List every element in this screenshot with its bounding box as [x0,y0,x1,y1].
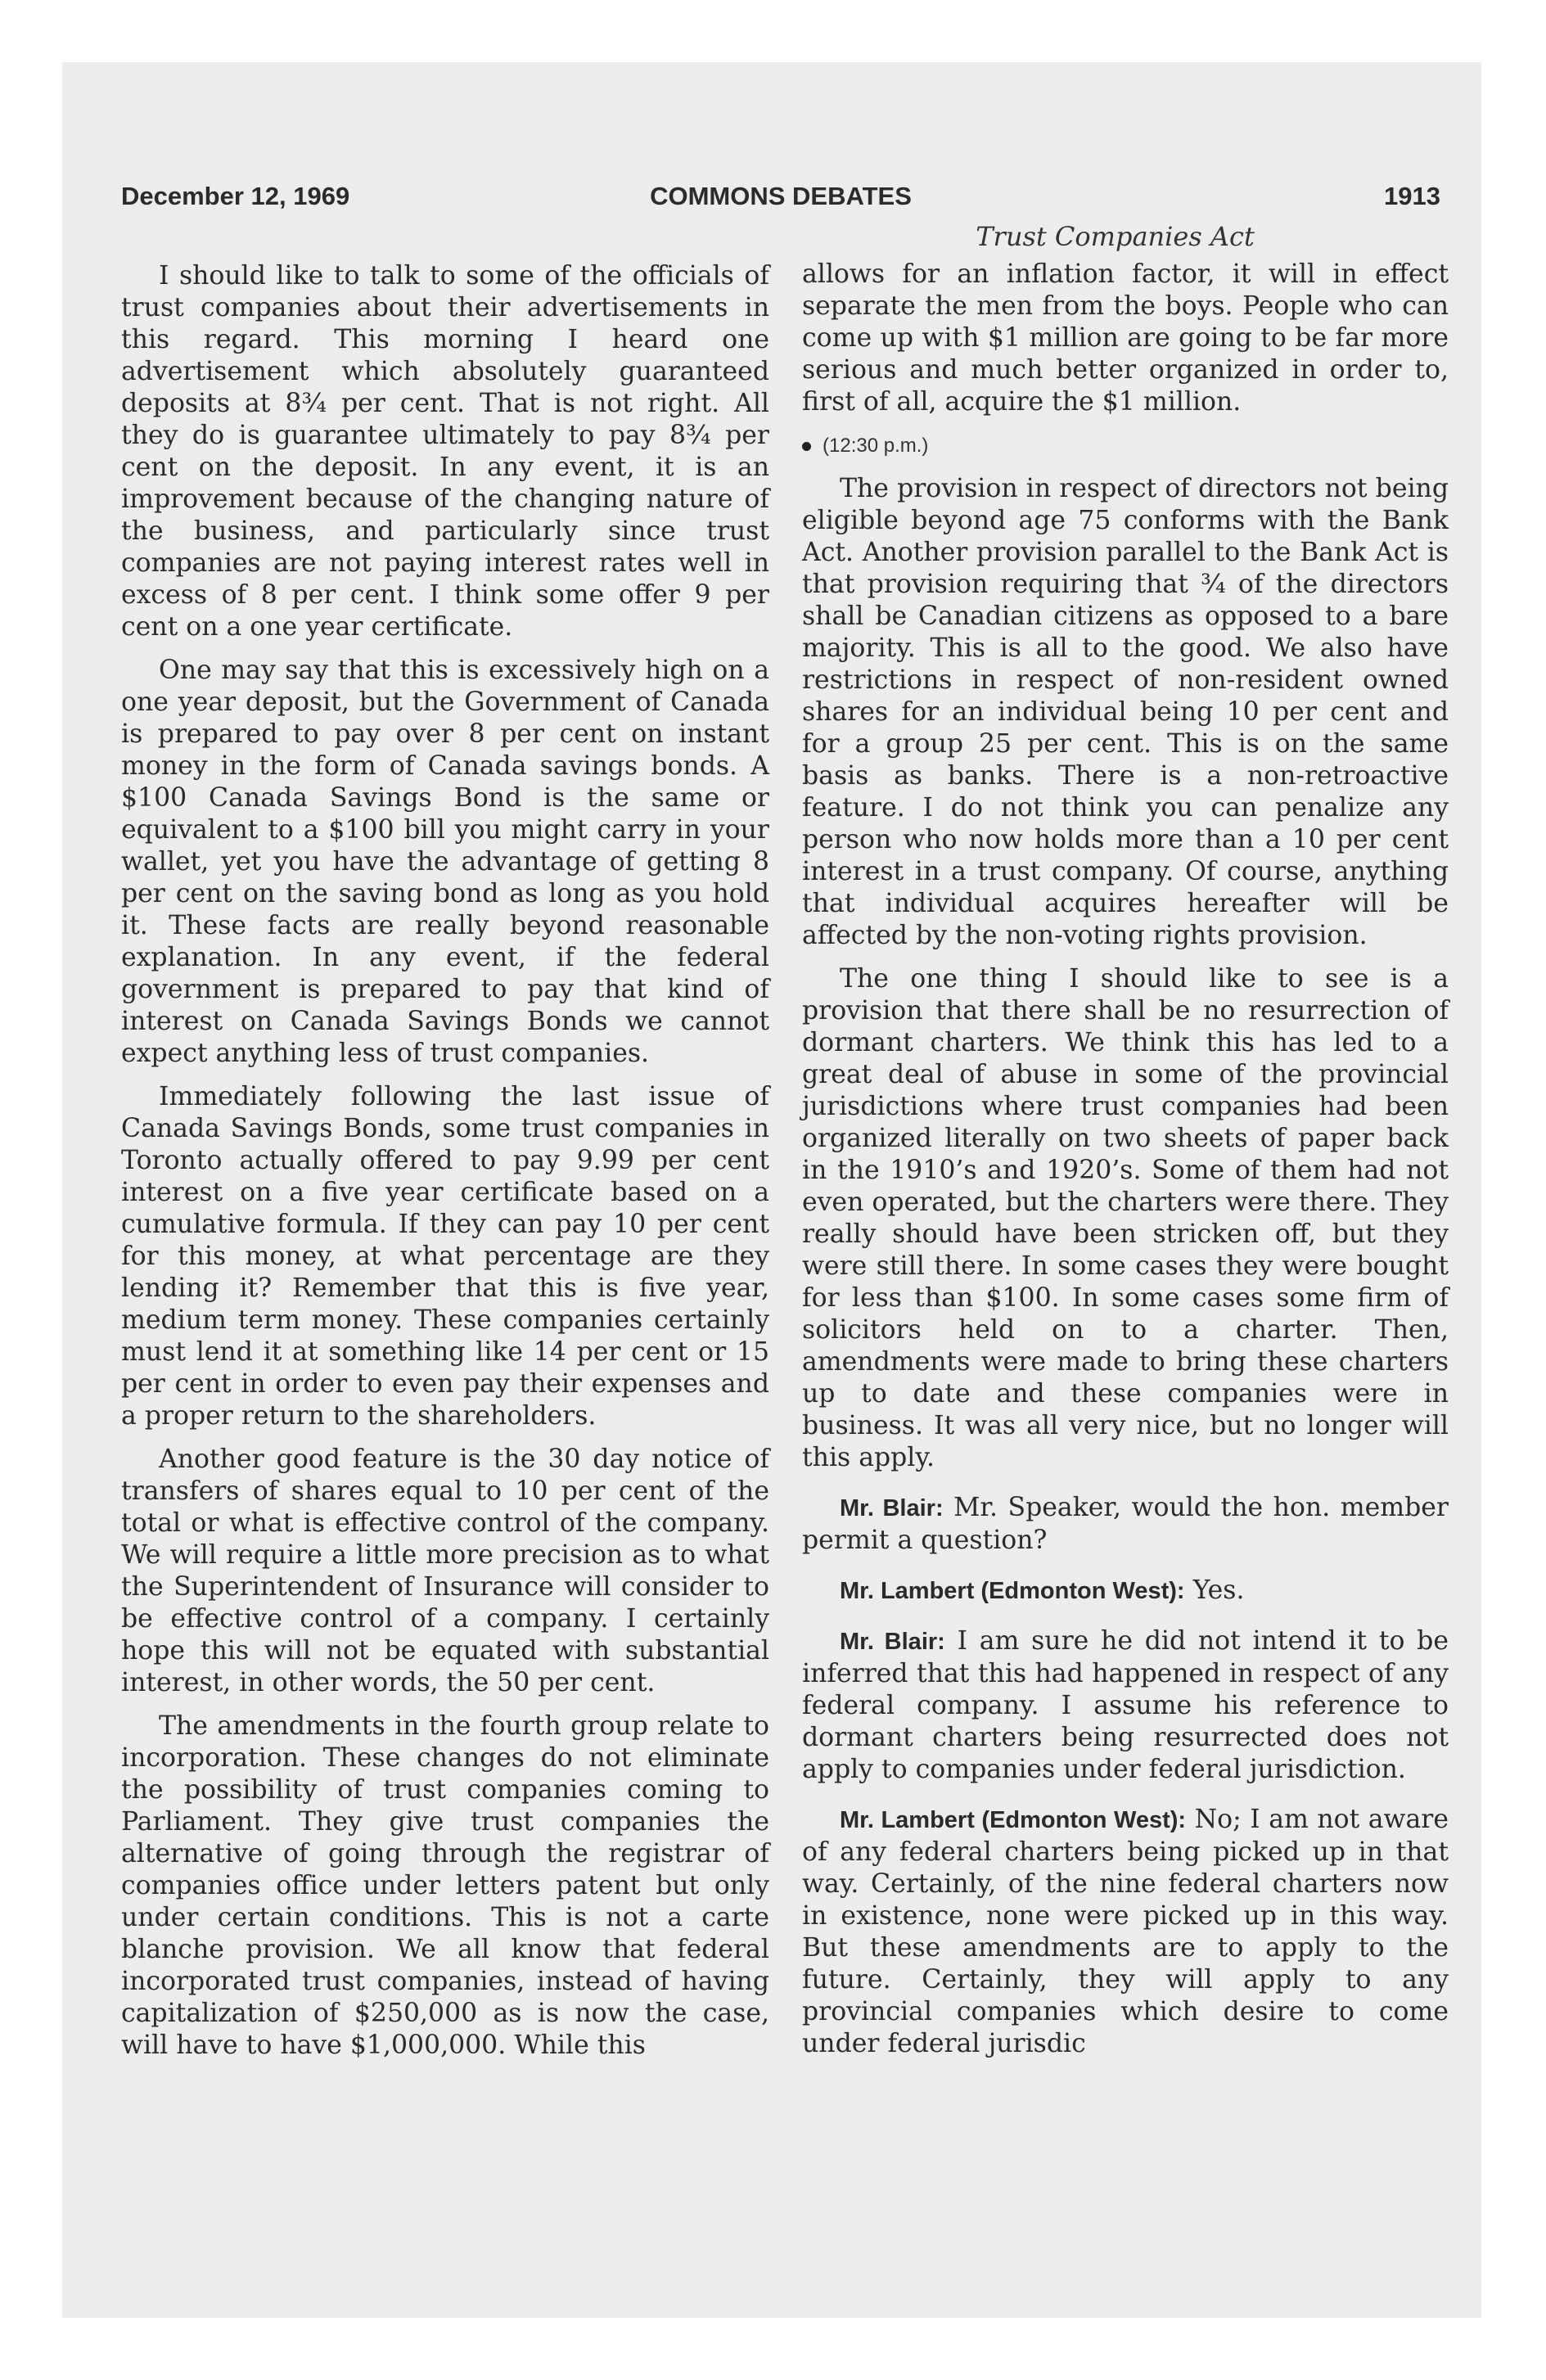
bullet-icon [802,442,811,451]
speech-text: Yes. [1184,1575,1245,1605]
speech [802,1575,1449,1607]
speech [802,1804,1449,2060]
speech-text: Mr. Speaker, would the hon. member permit a question? [802,1493,1449,1555]
paragraph: One may say that this is excessively high on a one year deposit, but the Government of Canada is prepared to pay over 8 per cent on instant money in the form of Canada savings bonds. A $100 Canada Savings Bond is the same or equivalent to a $100 bill you might carry in your wallet, yet you have the advantage of getting 8 per cent on the saving bond as long as you hold it. These facts are really beyond reasonable explanation. In any event, if the federal government is prepared to pay that kind of interest on Canada Savings Bonds we cannot expect anything less of trust companies. [121,656,769,1068]
speech-text: I am sure he did not intend it to be inferred that this had happened in respect of any federal company. I assume his reference to dormant charters being resurrected does not apply to companies under federal jurisdiction. [802,1626,1449,1784]
paragraph: I should like to talk to some of the officials of trust companies about their advertisements in this regard. This morning I heard one advertisement which absolutely guaranteed deposits at 8¾ per cent. That is not right. All they do is guarantee ultimately to pay 8¾ per cent on the deposit. In any event, it is an improvement because of the changing nature of the business, and particularly since trust companies are not paying interest rates well in excess of 8 per cent. I think some offer 9 per cent on a one year certificate. [121,261,769,642]
header-publication: COMMONS DEBATES [650,182,912,210]
paragraph: Another good feature is the 30 day notice of transfers of shares equal to 10 per cent of the total or what is effective control of the company. We will require a little more precision as to what the Superintendent of Insurance will consider to be effective control of a company. I certainly hope this will not be equated with substantial interest, in other words, the 50 per cent. [121,1445,769,1697]
subject-heading: Trust Companies Act [976,221,1255,252]
paragraph: The provision in respect of directors not being eligible beyond age 75 conforms with the Bank Act. Another provision parallel to the Bank Act is that provision requiring that ¾ of the directors shall be Canadian citizens as opposed to a bare majority. This is all to the good. We also have restrictions in respect of non-resident owned shares for an individual being 10 per cent and for a group 25 per cent. This is on the same basis as banks. There is a non-retroactive feature. I do not think you can penalize any person who now holds more than a 10 per cent interest in a trust company. Of course, anything that individual acquires hereafter will be affected by the non-voting rights provision. [802,474,1449,950]
paragraph: allows for an inflation factor, it will in effect separate the men from the boys. People who can come up with $1 million are going to be far more serious and much better organized in order to, first of all, acquire the $1 million. [802,259,1449,417]
speech-text: No; I am not aware of any federal charters being picked up in that way. Certainly, of the nine federal charters now in existence, none were picked up in this way. But these amendments are to apply to the future. Certainly, they will apply to any provincial companies which desire to come under federal jurisdic [802,1805,1449,2058]
paragraph: The amendments in the fourth group relate to incorporation. These changes do not eliminate the possibility of trust companies coming to Parliament. They give trust companies the alternative of going through the registrar of companies office under letters patent but only under certain conditions. This is not a carte blanche provision. We all know that federal incorporated trust companies, instead of having capitalization of $250,000 as is now the case, will have to have $1,000,000. While this [121,1711,769,2060]
speech [802,1625,1449,1786]
paragraph: Immediately following the last issue of Canada Savings Bonds, some trust companies in Toronto actually offered to pay 9.99 per cent interest on a five year certificate based on a cumulative formula. If they can pay 10 per cent for this money, at what percentage are they lending it? Remember that this is five year, medium term money. These companies certainly must lend it at something like 14 per cent or 15 per cent in order to even pay their expenses and a proper return to the shareholders. [121,1082,769,1431]
speaker-name: Mr. Blair: [840,1495,944,1521]
header-page-number: 1913 [1384,182,1440,210]
speaker-name: Mr. Lambert (Edmonton West): [840,1807,1187,1833]
paragraph: The one thing I should like to see is a provision that there shall be no resurrection of dormant charters. We think this has led to a great deal of abuse in some of the provincial jurisdictions where trust companies had been organized literally on two sheets of paper back in the 1910’s and 1920’s. Some of them had not even operated, but the charters were there. They really should have been stricken off, but they were still there. In some cases they were bought for less than $100. In some cases some firm of solicitors held on to a charter. Then, amendments were made to bring these charters up to date and these companies were in business. It was all very nice, but no longer will this apply. [802,964,1449,1472]
time-stamp [802,430,1449,462]
header-date: December 12, 1969 [121,182,350,210]
speaker-name: Mr. Blair: [840,1629,945,1655]
left-column [121,260,769,2073]
speaker-name: Mr. Lambert (Edmonton West): [840,1578,1185,1604]
time-stamp-text: (12:30 p.m.) [823,435,929,457]
right-column [802,259,1449,2071]
speech [802,1492,1449,1557]
running-head [121,182,1440,218]
